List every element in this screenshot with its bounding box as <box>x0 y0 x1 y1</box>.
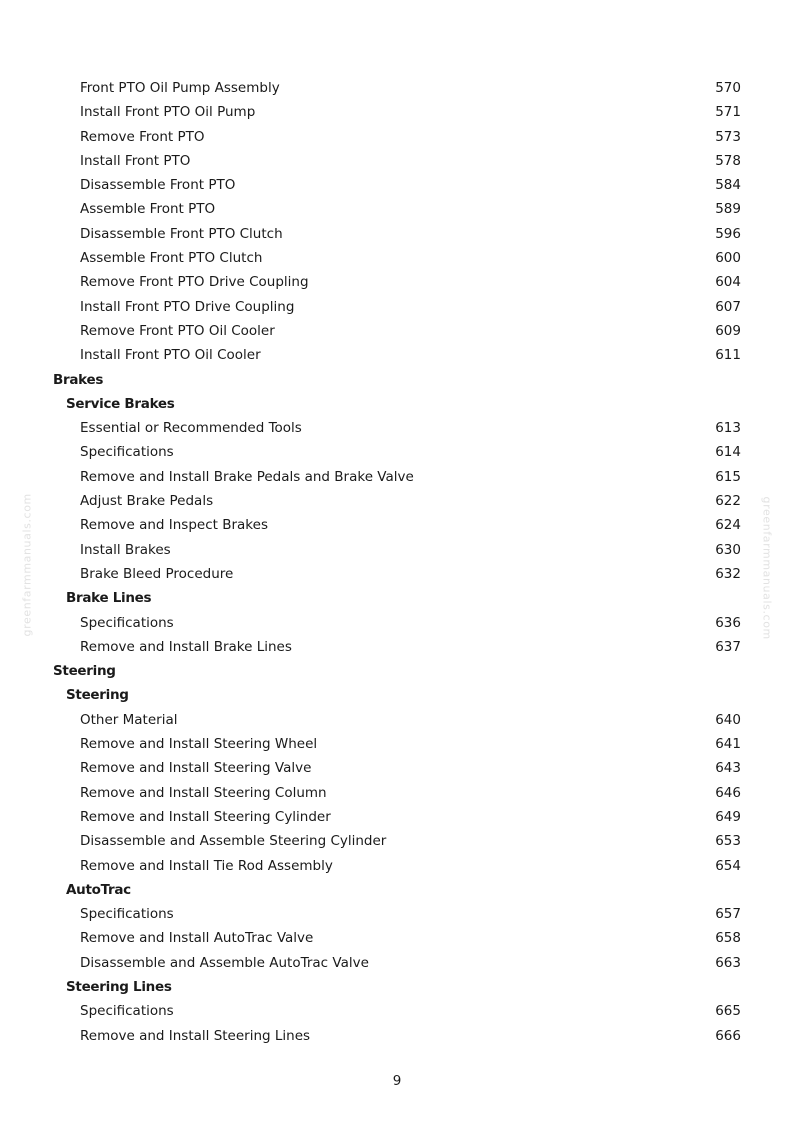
toc-entry[interactable] <box>0 902 794 926</box>
toc-entry-title: Specifications <box>80 906 174 923</box>
toc-entry-title: Assemble Front PTO Clutch <box>80 250 263 267</box>
toc-entry-page: 658 <box>715 930 741 947</box>
toc-entry-title: Adjust Brake Pedals <box>80 493 214 510</box>
toc-entry[interactable] <box>0 635 794 659</box>
toc-entry-title: Brake Bleed Procedure <box>80 565 234 582</box>
toc-entry[interactable] <box>0 246 794 270</box>
toc-entry[interactable] <box>0 489 794 513</box>
toc-entry[interactable] <box>0 465 794 489</box>
toc-entry-title: Steering <box>53 663 116 680</box>
toc-section-heading[interactable] <box>0 659 794 683</box>
toc-subsection-heading[interactable] <box>0 878 794 902</box>
toc-entry-title: Remove Front PTO Oil Cooler <box>80 322 275 339</box>
toc-entry-page: 640 <box>715 711 741 728</box>
toc-entry-page: 632 <box>715 565 741 582</box>
toc-entry[interactable] <box>0 100 794 124</box>
toc-entry-title: Install Brakes <box>80 541 171 558</box>
toc-entry-title: Remove and Install Steering Valve <box>80 760 312 777</box>
toc-entry[interactable] <box>0 295 794 319</box>
toc-entry-title: Remove and Install Steering Cylinder <box>80 808 331 825</box>
page-number: 9 <box>392 1073 402 1089</box>
toc-section-heading[interactable] <box>0 368 794 392</box>
toc-entry[interactable] <box>0 125 794 149</box>
toc-entry-title: Remove Front PTO Drive Coupling <box>80 274 309 291</box>
toc-entry-page: 665 <box>715 1003 741 1020</box>
toc-entry-title: Front PTO Oil Pump Assembly <box>80 80 280 96</box>
toc-entry-page: 637 <box>715 638 741 655</box>
toc-entry-title: Brake Lines <box>66 590 152 607</box>
toc-entry[interactable] <box>0 222 794 246</box>
toc-entry-title: Steering Lines <box>66 978 172 995</box>
toc-entry-page: 600 <box>715 250 741 267</box>
toc-entry-page: 611 <box>715 347 741 364</box>
toc-entry-page: 643 <box>715 760 741 777</box>
toc-entry-page: 657 <box>715 906 741 923</box>
toc-entry-title: Remove and Install Steering Lines <box>80 1027 311 1044</box>
toc-entry[interactable] <box>0 999 794 1023</box>
toc-entry[interactable] <box>0 416 794 440</box>
toc-entry-title: Install Front PTO <box>80 152 191 169</box>
toc-entry-page: 666 <box>715 1027 741 1044</box>
toc-entry-page: 589 <box>715 201 741 218</box>
toc-entry-title: Install Front PTO Oil Cooler <box>80 347 261 364</box>
toc-subsection-heading[interactable] <box>0 392 794 416</box>
toc-entry-title: Disassemble Front PTO Clutch <box>80 225 283 242</box>
toc-entry-page: 641 <box>715 736 741 753</box>
toc-entry-page: 609 <box>715 322 741 339</box>
toc-entry-title: Disassemble Front PTO <box>80 177 236 194</box>
toc-entry-page: 622 <box>715 493 741 510</box>
toc-entry-title: Disassemble and Assemble AutoTrac Valve <box>80 954 369 971</box>
toc-entry-page: 607 <box>715 298 741 315</box>
toc-entry-page: 636 <box>715 614 741 631</box>
toc-entry[interactable] <box>0 708 794 732</box>
toc-entry-page: 571 <box>715 104 741 121</box>
toc-entry[interactable] <box>0 270 794 294</box>
toc-entry-page: 604 <box>715 274 741 291</box>
toc-entry-title: Install Front PTO Drive Coupling <box>80 298 295 315</box>
toc-entry-title: Remove and Install Tie Rod Assembly <box>80 857 333 874</box>
toc-entry[interactable] <box>0 1024 794 1048</box>
toc-entry-page: 653 <box>715 833 741 850</box>
toc-entry[interactable] <box>0 732 794 756</box>
toc-entry-title: Assemble Front PTO <box>80 201 216 218</box>
toc-entry-title: Specifications <box>80 444 174 461</box>
toc-entry[interactable] <box>0 76 794 100</box>
toc-entry[interactable] <box>0 197 794 221</box>
toc-entry[interactable] <box>0 173 794 197</box>
toc-entry-title: Remove and Install Steering Wheel <box>80 736 318 753</box>
toc-entry[interactable] <box>0 149 794 173</box>
toc-entry-page: 615 <box>715 468 741 485</box>
toc-entry[interactable] <box>0 319 794 343</box>
toc-entry[interactable] <box>0 781 794 805</box>
toc-entry-page: 649 <box>715 808 741 825</box>
toc-entry-title: Remove and Inspect Brakes <box>80 517 268 534</box>
watermark-left: greenfarmmanuals.com <box>20 493 34 637</box>
toc-entry-title: Specifications <box>80 614 174 631</box>
toc-entry[interactable] <box>0 805 794 829</box>
toc-entry-page: 663 <box>715 954 741 971</box>
toc-subsection-heading[interactable] <box>0 975 794 999</box>
table-of-contents <box>0 76 794 1048</box>
toc-entry-page: 570 <box>715 80 741 96</box>
toc-entry-title: Remove and Install Steering Column <box>80 784 327 801</box>
toc-entry[interactable] <box>0 611 794 635</box>
toc-entry[interactable] <box>0 562 794 586</box>
toc-entry-title: Brakes <box>53 371 104 388</box>
toc-entry-title: Specifications <box>80 1003 174 1020</box>
toc-entry-title: AutoTrac <box>66 881 131 898</box>
toc-subsection-heading[interactable] <box>0 683 794 707</box>
toc-entry-title: Install Front PTO Oil Pump <box>80 104 256 121</box>
toc-entry-title: Other Material <box>80 711 178 728</box>
toc-entry-title: Steering <box>66 687 129 704</box>
toc-entry-title: Disassemble and Assemble Steering Cylinder <box>80 833 387 850</box>
toc-entry-title: Service Brakes <box>66 395 175 412</box>
toc-entry[interactable] <box>0 926 794 950</box>
toc-entry[interactable] <box>0 440 794 464</box>
toc-entry-page: 596 <box>715 225 741 242</box>
toc-entry-page: 578 <box>715 152 741 169</box>
toc-entry[interactable] <box>0 951 794 975</box>
toc-entry-page: 630 <box>715 541 741 558</box>
toc-entry-page: 646 <box>715 784 741 801</box>
toc-entry[interactable] <box>0 854 794 878</box>
toc-entry-title: Remove and Install AutoTrac Valve <box>80 930 314 947</box>
toc-entry-title: Remove and Install Brake Lines <box>80 638 292 655</box>
watermark-right: greenfarmmanuals.com <box>760 496 774 640</box>
toc-entry[interactable] <box>0 756 794 780</box>
toc-entry-page: 573 <box>715 128 741 145</box>
toc-entry-page: 614 <box>715 444 741 461</box>
toc-entry-page: 624 <box>715 517 741 534</box>
toc-entry[interactable] <box>0 538 794 562</box>
toc-entry-title: Remove Front PTO <box>80 128 205 145</box>
toc-entry-page: 584 <box>715 177 741 194</box>
toc-entry[interactable] <box>0 343 794 367</box>
toc-entry-title: Remove and Install Brake Pedals and Brake Valve <box>80 468 414 485</box>
toc-entry-page: 654 <box>715 857 741 874</box>
toc-entry[interactable] <box>0 829 794 853</box>
toc-subsection-heading[interactable] <box>0 586 794 610</box>
toc-entry-title: Essential or Recommended Tools <box>80 420 302 437</box>
toc-entry[interactable] <box>0 513 794 537</box>
toc-entry-page: 613 <box>715 420 741 437</box>
